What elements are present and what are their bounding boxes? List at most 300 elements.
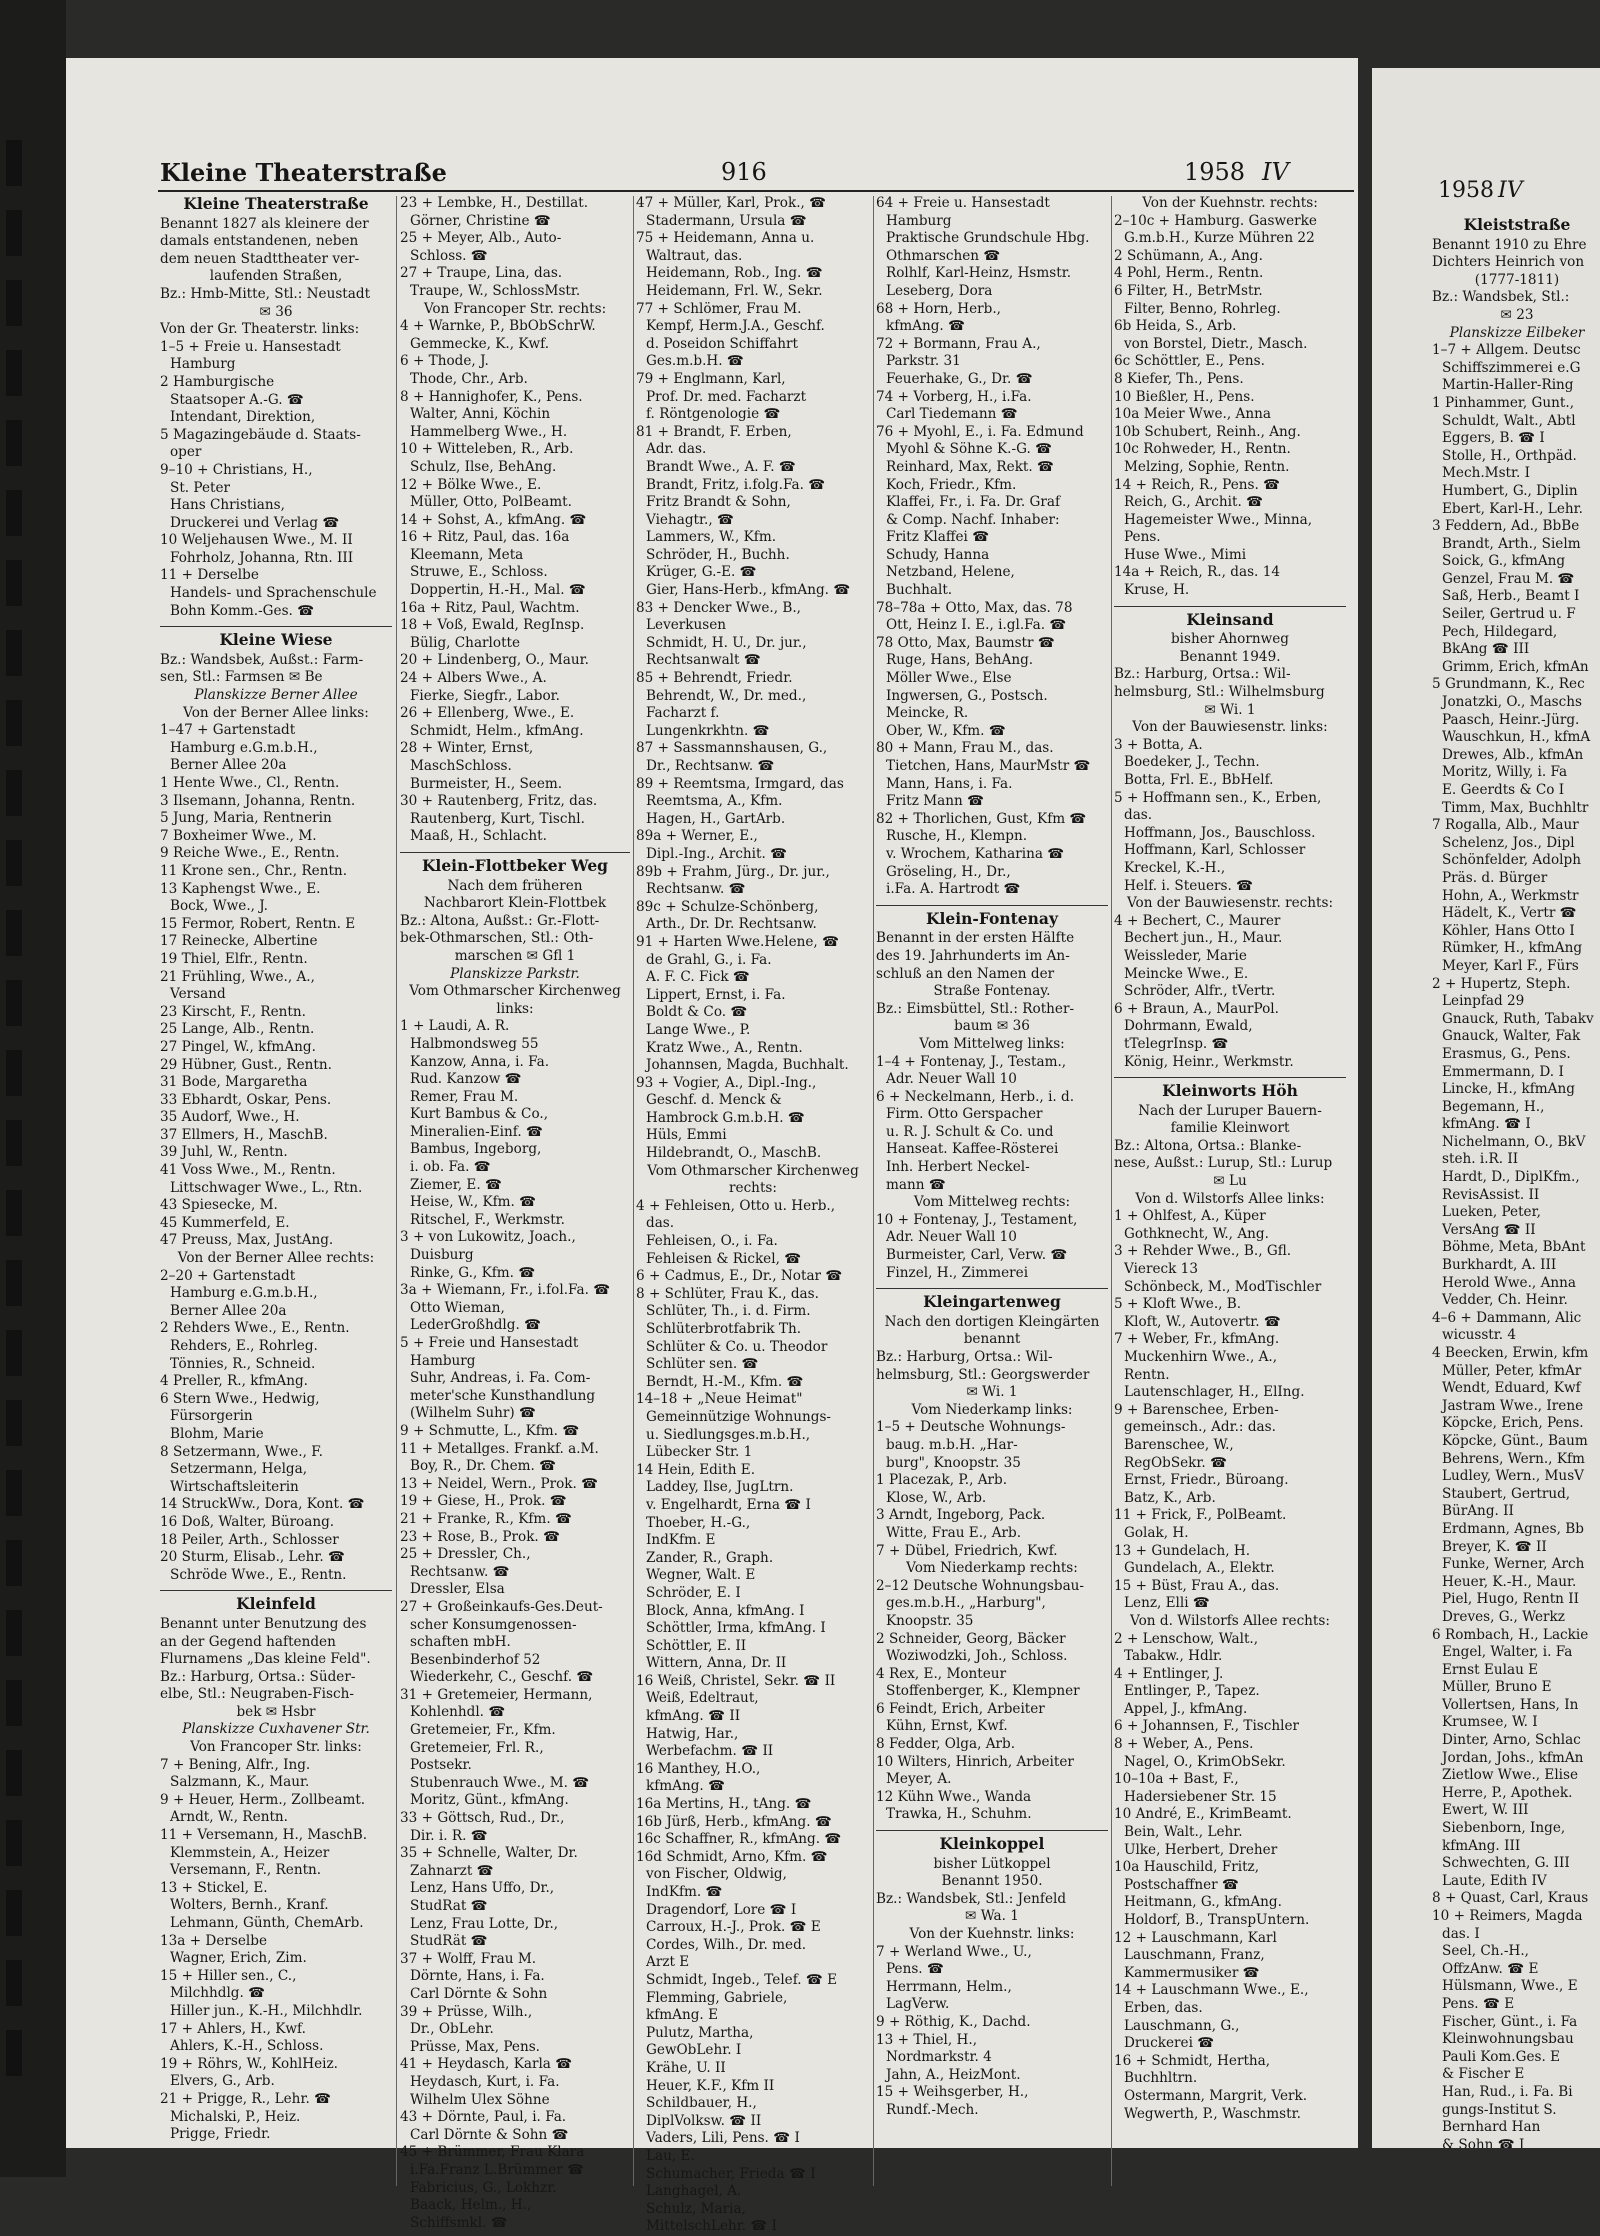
directory-entry: Bz.: Harburg, Ortsa.: Wil- [1114,666,1291,683]
directory-entry: Vom Mittelweg links: [919,1035,1065,1052]
directory-entry: Köpcke, Günt., Baum [1442,1432,1588,1449]
directory-entry: LederGroßhdlg. ☎ [410,1317,542,1334]
directory-entry: Setzermann, Helga, [170,1461,308,1478]
directory-entry: Prof. Dr. med. Facharzt [646,388,807,405]
directory-entry: burg", Knoopstr. 35 [886,1454,1021,1471]
directory-entry: Michalski, P., Heiz. [170,2108,301,2125]
directory-entry: 8 + Weber, A., Pens. [1114,1736,1254,1753]
directory-entry: Behrendt, W., Dr. med., [646,687,807,704]
directory-entry: Hamburg e.G.m.b.H., [170,739,318,756]
directory-entry: u. Siedlungsges.m.b.H., [646,1426,811,1443]
directory-entry: Heise, W., Kfm. ☎ [410,1194,537,1211]
directory-entry: 6 + Thode, J. [400,353,489,370]
directory-entry: 6 Stern Wwe., Hedwig, [160,1390,320,1407]
directory-entry: Hamburg [886,212,952,229]
directory-entry: 35 Audorf, Wwe., H. [160,1109,300,1126]
directory-entry: Timm, Max, Buchhltr [1442,799,1589,816]
directory-entry: Saß, Herb., Beamt I [1442,588,1580,605]
directory-entry: Grimm, Erich, kfmAn [1442,658,1589,675]
directory-entry: Schuldt, Walt., Abtl [1442,412,1576,429]
directory-entry: kfmAng. E [646,2007,718,2024]
directory-entry: oper [170,444,202,461]
directory-entry: i.Fa.Franz L.Brümmer ☎ [410,2161,585,2178]
directory-entry: Golak, H. [1124,1524,1189,1541]
directory-entry: Schöttler, Irma, kfmAng. I [646,1620,826,1637]
directory-entry: bisher Ahornweg [1170,631,1290,648]
directory-entry: Struwe, E., Schloss. [410,564,548,581]
directory-entry: Knoopstr. 35 [886,1612,974,1629]
directory-entry: Schmidt, Helm., kfmAng. [410,722,584,739]
directory-entry: Kanzow, Anna, i. Fa. [410,1053,550,1070]
directory-entry: Burmeister, Carl, Verw. ☎ [886,1247,1068,1264]
directory-entry: Pech, Hildegard, [1442,623,1558,640]
directory-entry: 1 + Laudi, A. R. [400,1018,510,1035]
directory-entry: schluß an den Namen der [876,965,1055,982]
directory-entry: Berner Allee 20a [170,757,287,774]
directory-entry: Entlinger, P., Tapez. [1124,1683,1260,1700]
directory-entry: Moritz, Willy, i. Fa [1442,764,1568,781]
directory-entry: 15 + Hiller sen., C., [160,1967,297,1984]
directory-entry: 10a Meier Wwe., Anna [1114,406,1271,423]
directory-entry: Salzmann, K., Maur. [170,1774,310,1791]
directory-entry: 80 + Mann, Frau M., das. [876,740,1054,757]
directory-entry: 5 Grundmann, K., Rec [1432,676,1585,693]
directory-entry: Benannt 1950. [941,1873,1043,1890]
directory-entry: Tietchen, Hans, MaurMstr ☎ [886,758,1091,774]
directory-entry: Ruge, Hans, BehAng. [886,652,1034,669]
directory-entry: Thoeber, H.-G., [646,1514,751,1531]
street-heading: Klein-Flottbeker Weg [400,852,630,875]
directory-entry: Von der Gr. Theaterstr. links: [160,321,360,338]
directory-entry: Suhr, Andreas, i. Fa. Com- [410,1370,591,1387]
directory-entry: Bz.: Eimsbüttel, Stl.: Rother- [876,1000,1075,1017]
directory-entry: Druckerei ☎ [1124,2035,1215,2052]
directory-entry: Facharzt f. [646,705,720,722]
directory-entry: 7 Rogalla, Alb., Maur [1432,817,1579,834]
directory-entry: Jastram Wwe., Irene [1442,1397,1584,1414]
directory-entry: Köpcke, Erich, Pens. [1442,1415,1584,1432]
directory-entry: Vedder, Ch. Heinr. [1442,1292,1568,1309]
directory-entry: Inh. Herbert Neckel- [886,1159,1030,1176]
directory-entry: 6c Schöttler, E., Pens. [1114,353,1265,370]
directory-entry: 16 Doß, Walter, Büroang. [160,1513,335,1530]
directory-entry: 83 + Dencker Wwe., B., [636,599,801,616]
directory-entry: meter'sche Kunsthandlung [410,1387,596,1404]
directory-entry: 26 + Ellenberg, Wwe., E. [400,705,575,722]
directory-entry: ges.m.b.H., „Harburg", [886,1595,1046,1612]
directory-entry: 24 + Albers Wwe., A. [400,670,547,687]
directory-entry: MittelschLehr. ☎ I [646,2218,778,2235]
directory-entry: helmsburg, Stl.: Wilhelmsburg [1114,684,1325,701]
directory-entry: Boldt & Co. ☎ [646,1004,748,1021]
directory-entry: 28 + Winter, Ernst, [400,740,534,757]
directory-entry: 8 Fedder, Olga, Arb. [876,1736,1016,1753]
adjacent-page [1372,68,1600,2148]
directory-entry: des 19. Jahrhunderts im An- [876,947,1070,964]
directory-entry: 15 + Weihsgerber, H., [876,2084,1029,2101]
directory-entry: Klaffei, Fr., i. Fa. Dr. Graf [886,494,1060,511]
directory-entry: Dir. i. R. ☎ [410,1827,488,1844]
directory-entry: Präs. d. Bürger [1442,869,1548,886]
directory-entry: DiplVolksw. ☎ II [646,2112,762,2129]
directory-entry: Erasmus, G., Pens. [1442,1045,1571,1062]
directory-entry: Fierke, Siegfr., Labor. [410,687,560,704]
directory-entry: das. I [1442,1925,1480,1942]
directory-entry: 25 + Meyer, Alb., Auto- [400,230,562,247]
directory-entry: 13 + Neidel, Wern., Prok. ☎ [400,1475,599,1492]
directory-entry: Ostermann, Margrit, Verk. [1124,2087,1308,2104]
directory-entry: 21 + Franke, R., Kfm. ☎ [400,1510,572,1527]
directory-entry: Vom Mittelweg rechts: [913,1194,1071,1211]
directory-entry: Heidemann, Frl. W., Sekr. [646,282,823,299]
directory-entry: kfmAng. III [1442,1837,1521,1854]
directory-entry: 6b Heida, S., Arb. [1114,318,1237,335]
directory-entry: 13 Kaphengst Wwe., E. [160,880,321,897]
directory-entry: 30 + Rautenberg, Fritz, das. [400,793,598,810]
directory-entry: Dragendorf, Lore ☎ I [646,1901,797,1918]
directory-entry: Otto Wieman, [410,1299,505,1316]
directory-entry: BürAng. II [1442,1503,1514,1520]
directory-entry: 8 Kiefer, Th., Pens. [1114,370,1244,387]
directory-entry: Koch, Friedr., Kfm. [886,476,1017,493]
directory-entry: Schlüter, Th., i. d. Firm. [646,1303,811,1320]
directory-entry: Hambrock G.m.b.H. ☎ [646,1109,805,1126]
directory-entry: Feuerhake, G., Dr. ☎ [886,370,1033,387]
directory-entry: Leverkusen [646,617,727,634]
directory-entry: 85 + Behrendt, Friedr. [636,670,793,687]
directory-entry: Zander, R., Graph. [646,1549,774,1566]
directory-entry: Begemann, H., [1442,1098,1545,1115]
directory-entry: i. ob. Fa. ☎ [410,1159,491,1176]
directory-entry: 93 + Vogier, A., Dipl.-Ing., [636,1074,817,1091]
directory-entry: 2 Rehders Wwe., E., Rentn. [160,1320,350,1337]
directory-entry: Johannsen, Magda, Buchhalt. [646,1057,849,1074]
directory-entry: 21 Frühling, Wwe., A., [160,968,315,985]
directory-entry: Ott, Heinz I. E., i.gl.Fa. ☎ [886,617,1067,634]
directory-entry: Hagemeister Wwe., Minna, [1124,511,1313,528]
directory-entry: 14 + Lauschmann Wwe., E., [1114,1982,1309,1999]
directory-entry: Reich, G., Archit. ☎ [1124,494,1264,511]
directory-entry: Milchhdlg. ☎ [170,1985,266,2002]
directory-entry: Planskizze Parkstr. [450,965,580,982]
directory-entry: Jordan, Johs., kfmAn [1442,1749,1584,1766]
directory-entry: Wauschkun, H., kfmA [1442,729,1591,746]
directory-entry: Ewert, W. III [1442,1802,1529,1819]
directory-entry: Maaß, H., Schlacht. [410,828,547,845]
adjacent-page-volume: IV [1498,178,1523,203]
directory-entry: Witte, Frau E., Arb. [886,1524,1022,1541]
street-heading: Kleinworts Höh [1114,1077,1346,1100]
directory-entry: 1 Placezak, P., Arb. [876,1472,1008,1489]
directory-entry: 21 + Prigge, R., Lehr. ☎ [160,2090,332,2107]
directory-entry: Rentn. [1124,1366,1170,1383]
directory-entry: 14 StruckWw., Dora, Kont. ☎ [160,1496,365,1513]
directory-entry: Leseberg, Dora [886,282,993,299]
directory-entry: Von Francoper Str. links: [190,1739,362,1756]
directory-entry: 10 Weljehausen Wwe., M. II [160,532,353,549]
directory-entry: Kurt Bambus & Co., [410,1106,549,1123]
directory-entry: 18 Peiler, Arth., Schlosser [160,1531,339,1548]
directory-entry: 33 + Göttsch, Rud., Dr., [400,1810,565,1827]
directory-entry: Helf. i. Steuers. ☎ [1124,877,1254,894]
directory-entry: von Fischer, Oldwig, [646,1866,787,1883]
directory-entry: Ernst, Friedr., Büroang. [1124,1472,1289,1489]
running-head-street: Kleine Theaterstraße [160,158,447,187]
directory-entry: Ulke, Herbert, Dreher [1124,1841,1278,1858]
directory-entry: 9 + Röthig, K., Dachd. [876,2013,1031,2030]
directory-entry: Ingwersen, G., Postsch. [886,687,1048,704]
directory-entry: 17 Reinecke, Albertine [160,933,318,950]
directory-entry: Bechert jun., H., Maur. [1124,930,1283,947]
directory-entry: 20 Sturm, Elisab., Lehr. ☎ [160,1549,345,1566]
directory-entry: Lenz, Frau Lotte, Dr., [410,1915,559,1932]
directory-entry: Rud. Kanzow ☎ [410,1071,522,1088]
directory-entry: Gröseling, H., Dr., [886,863,1011,880]
directory-entry: Appel, J., kfmAng. [1124,1700,1248,1717]
directory-entry: Versemann, F., Rentn. [170,1862,322,1879]
directory-entry: 11 Krone sen., Chr., Rentn. [160,862,348,879]
directory-entry: Humbert, G., Diplin [1442,482,1578,499]
directory-entry: Nach der Luruper Bauern- [1138,1102,1322,1119]
directory-entry: 68 + Horn, Herb., [876,300,1002,317]
directory-entry: Rautenberg, Kurt, Tischl. [410,810,585,827]
directory-entry: Duisburg [410,1247,474,1264]
directory-entry: Lau, E. [646,2147,695,2164]
directory-entry: Herre, P., Apothek. [1442,1784,1573,1801]
directory-entry: 77 + Schlömer, Frau M. [636,300,802,317]
directory-entry: 9–10 + Christians, H., [160,461,313,478]
directory-entry: Bambus, Ingeborg, [410,1141,542,1158]
directory-entry: Hamburg e.G.m.b.H., [170,1285,318,1302]
directory-entry: d. Poseidon Schiffahrt [646,335,798,352]
directory-entry: das. [646,1215,675,1232]
directory-entry: 43 + Dörnte, Paul, i. Fa. [400,2109,567,2126]
directory-entry: Bein, Walt., Lehr. [1124,1824,1243,1841]
directory-entry: Engel, Walter, i. Fa [1442,1644,1573,1661]
directory-entry: Firm. Otto Gerspacher [886,1106,1043,1123]
directory-entry: Von d. Wilstorfs Allee rechts: [1130,1612,1330,1629]
directory-entry: 13 + Gundelach, H. [1114,1542,1251,1559]
directory-entry: Gretemeier, Frl. R., [410,1739,544,1756]
directory-entry: Schröde Wwe., E., Rentn. [170,1566,347,1583]
directory-entry: Schildbauer, H., [646,2095,757,2112]
directory-entry: Bz.: Wandsbek, Stl.: [1432,289,1570,306]
directory-entry: Meyer, A. [886,1771,952,1788]
directory-entry: 1–7 + Allgem. Deutsc [1432,342,1581,359]
directory-entry: Rehders, E., Rohrleg. [170,1338,318,1354]
directory-entry: Hadersiebener Str. 15 [1124,1788,1277,1805]
directory-entry: i.Fa. A. Hartrodt ☎ [886,881,1021,898]
directory-entry: baum ✉ 36 [954,1018,1030,1035]
directory-entry: Kratz Wwe., A., Rentn. [646,1039,803,1056]
directory-entry: 81 + Brandt, F. Erben, [636,423,792,440]
directory-entry: 10b Schubert, Reinh., Ang. [1114,423,1301,440]
directory-entry: 3 + Botta, A. [1114,736,1203,753]
directory-entry: 1 + Ohlfest, A., Küper [1114,1208,1266,1225]
directory-entry: 4 + Fehleisen, Otto u. Herb., [636,1197,836,1214]
directory-entry: Littschwager Wwe., L., Rtn. [170,1179,363,1196]
directory-entry: 6 + Cadmus, E., Dr., Notar ☎ [636,1268,843,1285]
directory-entry: 31 Bode, Margaretha [160,1074,308,1091]
directory-entry: Parkstr. 31 [886,353,961,370]
directory-entry: marschen ✉ Gfl 1 [454,947,576,964]
directory-entry: 4 Beecken, Erwin, kfm [1432,1345,1589,1361]
directory-entry: Wagner, Erich, Zim. [170,1950,307,1967]
directory-entry: Lenz, Elli ☎ [1124,1595,1210,1612]
directory-entry: rechts: [729,1180,777,1197]
directory-entry: Wittern, Anna, Dr. II [646,1655,787,1672]
directory-entry: 4–6 + Dammann, Alic [1432,1309,1582,1326]
directory-entry: (Wilhelm Suhr) ☎ [410,1405,536,1422]
directory-entry: Gnauck, Ruth, Tabakv [1442,1010,1594,1027]
directory-entry: Wendt, Eduard, Kwf [1442,1380,1581,1397]
directory-entry: 82 + Thorlichen, Gust, Kfm ☎ [876,810,1087,827]
directory-entry: 45 + Brümmer, Frau Klara [400,2144,585,2161]
directory-entry: Fürsorgerin [170,1408,253,1425]
directory-entry: Viereck 13 [1124,1261,1198,1278]
directory-entry: 6 + Johannsen, F., Tischler [1114,1718,1300,1735]
directory-entry: Planskizze Eilbeker [1449,324,1585,341]
directory-entry: OffzAnw. ☎ E [1442,1960,1539,1977]
directory-entry: Baack, Helm., H., [410,2197,532,2214]
directory-entry: Dr., Rechtsanw. ☎ [646,758,775,774]
directory-entry: 2 Schneider, Georg, Bäcker [876,1630,1066,1647]
directory-entry: Intendant, Direktion, [170,409,316,426]
directory-entry: Hoffmann, Jos., Bauschloss. [1124,824,1316,841]
directory-entry: sen, Stl.: Farmsen ✉ Be [160,669,323,686]
directory-entry: Handels- und Sprachenschule [170,585,377,602]
directory-entry: helmsburg, Stl.: Georgswerder [876,1366,1090,1383]
directory-entry: 43 Spiesecke, M. [160,1197,278,1214]
directory-entry: IndKfm. E [646,1532,716,1549]
directory-entry: dem neuen Stadttheater ver- [160,250,360,267]
directory-entry: 4 Rex, E., Monteur [876,1665,1007,1682]
directory-entry: 1–4 + Fontenay, J., Testam., [876,1053,1067,1070]
directory-entry: Dörnte, Hans, i. Fa. [410,1968,545,1985]
directory-entry: 15 + Büst, Frau A., das. [1114,1577,1280,1594]
directory-entry: Benannt 1910 zu Ehre [1432,236,1587,253]
directory-entry: Breyer, K. ☎ II [1442,1538,1547,1555]
directory-entry: Prigge, Friedr. [170,2126,271,2143]
directory-entry: 7 + Weber, Fr., kfmAng. [1114,1331,1280,1348]
directory-entry: LagVerw. [886,1996,950,2013]
directory-entry: Benannt in der ersten Hälfte [876,930,1075,947]
directory-entry: 5 Magazingebäude d. Staats- [160,426,361,443]
directory-entry: kfmAng. ☎ [886,318,966,335]
directory-entry: Hoffmann, Karl, Schlosser [1124,842,1306,859]
directory-entry: Planskizze Berner Allee [194,687,358,704]
directory-entry: Böhme, Meta, BbAnt [1442,1239,1586,1256]
page-edge-marks [0,140,34,2120]
directory-entry: Waltraut, das. [646,247,743,264]
directory-entry: & Sohn ☎ I [1442,2136,1525,2148]
directory-entry: 14 + Reich, R., Pens. ☎ [1114,476,1281,493]
directory-entry: Staubert, Gertrud, [1442,1485,1571,1502]
directory-entry: 9 + Schmutte, L., Kfm. ☎ [400,1422,580,1439]
directory-entry: Heitmann, G., kfmAng. [1124,1894,1282,1911]
directory-entry: Han, Rud., i. Fa. Bi [1442,2083,1573,2100]
page-number: 916 [721,158,767,186]
directory-entry: 14 + Sohst, A., kfmAng. ☎ [400,511,587,528]
directory-entry: Nagel, O., KrimObSekr. [1124,1753,1286,1770]
directory-entry: Behrens, Wern., Kfm [1442,1450,1585,1467]
directory-entry: 25 Lange, Alb., Rentn. [160,1021,315,1038]
directory-entry: 16 Manthey, H.O., [636,1760,761,1777]
directory-entry: ✉ Lu [1213,1173,1247,1190]
directory-entry: Schudy, Hanna [886,546,990,563]
directory-entry: Hüls, Emmi [646,1127,727,1144]
directory-entry: Batz, K., Arb. [1124,1489,1216,1506]
directory-entry: Trawka, H., Schuhm. [886,1806,1032,1823]
directory-entry: benannt [963,1331,1021,1348]
directory-entry: Vaders, Lili, Pens. ☎ I [646,2130,800,2147]
directory-entry: 6 + Neckelmann, Herb., i. d. [876,1088,1075,1105]
directory-entry: Funke, Werner, Arch [1442,1556,1585,1573]
directory-entry: Buchhltrn. [1124,2070,1198,2087]
directory-entry: 16a Mertins, H., tAng. ☎ [636,1796,812,1813]
directory-entry: Ludley, Wern., MusV [1442,1468,1584,1485]
directory-entry: Stadermann, Ursula ☎ [646,212,807,229]
directory-entry: 37 + Wolff, Frau M. [400,1950,537,1967]
directory-entry: Postschaffner ☎ [1124,1876,1239,1893]
directory-entry: 87 + Sassmannshausen, G., [636,740,828,757]
directory-entry: 16b Jürß, Herb., kfmAng. ☎ [636,1813,832,1830]
directory-entry: G.m.b.H., Kurze Mühren 22 [1124,230,1315,247]
directory-entry: Remer, Frau M. [410,1088,519,1105]
directory-entry: (1777-1811) [1474,271,1560,288]
column-divider [873,196,874,2186]
column-1 [160,195,392,2144]
directory-entry: 10a Hauschild, Fritz, [1114,1859,1260,1876]
directory-entry: mann ☎ [886,1176,946,1193]
directory-entry: Bernhard Han [1442,2119,1541,2136]
directory-entry: Dipl.-Ing., Archit. ☎ [646,845,788,862]
directory-entry: laufenden Straßen, [209,268,343,285]
directory-entry: Meyer, Karl F., Fürs [1442,957,1579,974]
directory-entry: Kühn, Ernst, Kwf. [886,1718,1008,1735]
directory-entry: Laddey, Ilse, JugLtrn. [646,1479,794,1496]
directory-entry: Schröder, H., Buchh. [646,546,790,563]
directory-entry: Lippert, Ernst, i. Fa. [646,986,786,1003]
directory-entry: 9 + Barenschee, Erben- [1114,1401,1279,1418]
directory-entry: 6 + Braun, A., MaurPol. [1114,1000,1279,1017]
directory-entry: Genzel, Frau M. ☎ [1442,570,1575,587]
directory-entry: Lehmann, Günth, ChemArb. [170,1915,364,1931]
directory-entry: Ober, W., Kfm. ☎ [886,722,1006,739]
directory-entry: Tabakw., Hdlr. [1124,1648,1223,1665]
directory-entry: gemeinsch., Adr.: das. [1124,1419,1276,1436]
directory-entry: 5 Jung, Maria, Rentnerin [160,810,332,827]
directory-entry: Reinhard, Max, Rekt. ☎ [886,458,1054,475]
directory-entry: GewObLehr. I [646,2042,742,2059]
directory-entry: 7 Boxheimer Wwe., M. [160,827,317,844]
directory-entry: Heidemann, Rob., Ing. ☎ [646,265,823,282]
directory-entry: bisher Lütkoppel [933,1855,1051,1872]
directory-entry: 2–20 + Gartenstadt [160,1267,296,1284]
directory-entry: Brandt, Fritz, i.folg.Fa. ☎ [646,476,826,493]
directory-entry: Zahnarzt ☎ [410,1862,494,1879]
directory-entry: Langhagel, A. [646,2183,742,2200]
directory-entry: Seiler, Gertrud u. F [1442,606,1576,623]
directory-entry: Hans Christians, [170,497,285,514]
directory-entry: Müller, Peter, kfmAr [1442,1362,1582,1379]
directory-entry: Hagen, H., GartArb. [646,810,786,827]
directory-entry: 39 + Prüsse, Wilh., [400,2003,533,2020]
directory-entry: Benannt 1827 als kleinere der [160,215,369,232]
directory-entry: 27 Pingel, W., kfmAng. [160,1038,316,1055]
directory-entry: Hohn, A., Werkmstr [1442,887,1579,904]
directory-entry: Rechtsanwalt ☎ [646,652,761,669]
